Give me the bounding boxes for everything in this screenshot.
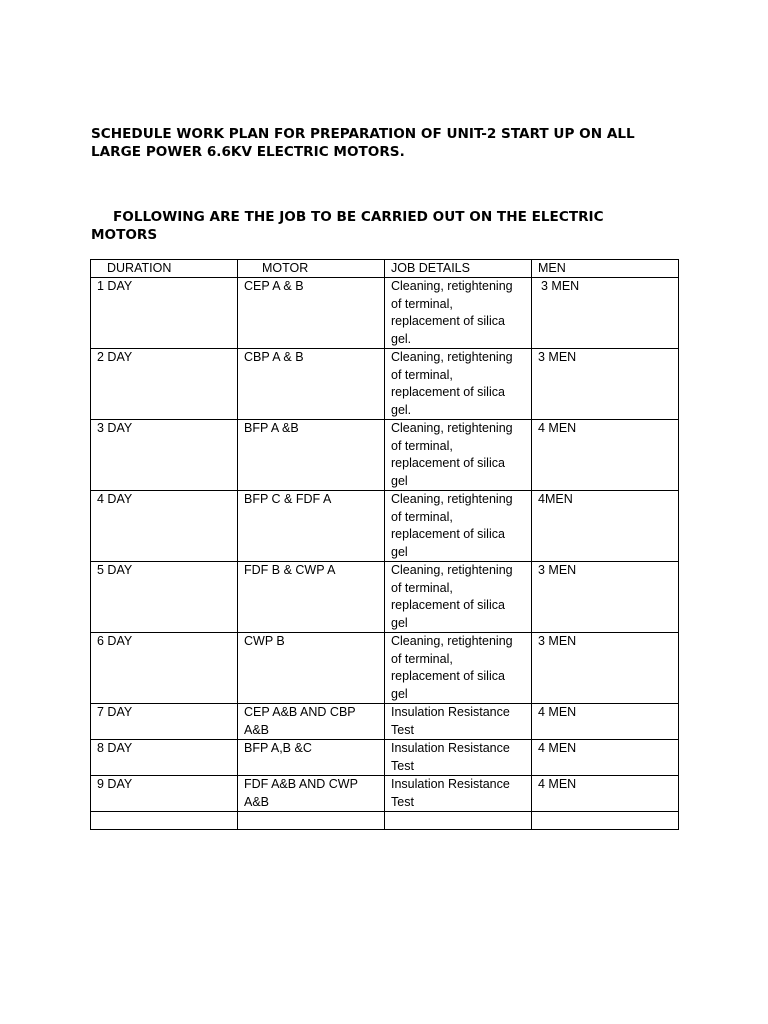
header-job-details: JOB DETAILS: [385, 260, 532, 278]
cell-duration: 9 DAY: [91, 776, 238, 812]
cell-men: 3 MEN: [532, 633, 679, 704]
cell-duration: [91, 812, 238, 830]
cell-duration: 8 DAY: [91, 740, 238, 776]
table-row: [91, 420, 679, 491]
cell-men: 4MEN: [532, 491, 679, 562]
table-row: [91, 633, 679, 704]
cell-men: 4 MEN: [532, 420, 679, 491]
cell-motor: BFP A,B &C: [238, 740, 385, 776]
cell-motor: BFP C & FDF A: [238, 491, 385, 562]
cell-job-details: Insulation Resistance Test: [385, 704, 532, 740]
cell-duration: 2 DAY: [91, 349, 238, 420]
cell-motor: FDF A&B AND CWP A&B: [238, 776, 385, 812]
cell-job-details: Insulation Resistance Test: [385, 776, 532, 812]
cell-duration: 1 DAY: [91, 278, 238, 349]
cell-job-details: Cleaning, retightening of terminal, replacement of silica gel.: [385, 349, 532, 420]
table-row: [91, 704, 679, 740]
table-row: [91, 740, 679, 776]
table-row: [91, 349, 679, 420]
table-row: [91, 278, 679, 349]
cell-job-details: [385, 812, 532, 830]
table-header-row: [91, 260, 679, 278]
cell-men: 4 MEN: [532, 740, 679, 776]
header-duration: DURATION: [91, 260, 238, 278]
cell-job-details: Cleaning, retightening of terminal, replacement of silica gel: [385, 562, 532, 633]
cell-job-details: Cleaning, retightening of terminal, replacement of silica gel: [385, 491, 532, 562]
document-title: SCHEDULE WORK PLAN FOR PREPARATION OF UNIT-2 START UP ON ALL LARGE POWER 6.6KV ELECTRIC MOTORS.: [91, 126, 635, 160]
table-row: [91, 562, 679, 633]
cell-motor: [238, 812, 385, 830]
cell-men: [532, 812, 679, 830]
cell-job-details: Cleaning, retightening of terminal, replacement of silica gel: [385, 420, 532, 491]
cell-job-details: Cleaning, retightening of terminal, replacement of silica gel.: [385, 278, 532, 349]
cell-duration: 3 DAY: [91, 420, 238, 491]
cell-motor: CBP A & B: [238, 349, 385, 420]
cell-duration: 7 DAY: [91, 704, 238, 740]
cell-job-details: Insulation Resistance Test: [385, 740, 532, 776]
table-row: [91, 491, 679, 562]
cell-men: 4 MEN: [532, 776, 679, 812]
cell-men: 3 MEN: [532, 278, 679, 349]
cell-motor: CWP B: [238, 633, 385, 704]
cell-duration: 5 DAY: [91, 562, 238, 633]
cell-men: 3 MEN: [532, 562, 679, 633]
cell-motor: CEP A&B AND CBP A&B: [238, 704, 385, 740]
cell-men: 3 MEN: [532, 349, 679, 420]
cell-motor: BFP A &B: [238, 420, 385, 491]
table-row: [91, 812, 679, 830]
table-row: [91, 776, 679, 812]
header-men: MEN: [532, 260, 679, 278]
cell-duration: 6 DAY: [91, 633, 238, 704]
cell-job-details: Cleaning, retightening of terminal, replacement of silica gel: [385, 633, 532, 704]
work-plan-table: [90, 259, 679, 830]
document-subtitle: FOLLOWING ARE THE JOB TO BE CARRIED OUT ON THE ELECTRIC MOTORS: [91, 209, 604, 243]
header-motor: MOTOR: [238, 260, 385, 278]
cell-men: 4 MEN: [532, 704, 679, 740]
cell-duration: 4 DAY: [91, 491, 238, 562]
cell-motor: FDF B & CWP A: [238, 562, 385, 633]
cell-motor: CEP A & B: [238, 278, 385, 349]
table-body: [91, 278, 679, 830]
